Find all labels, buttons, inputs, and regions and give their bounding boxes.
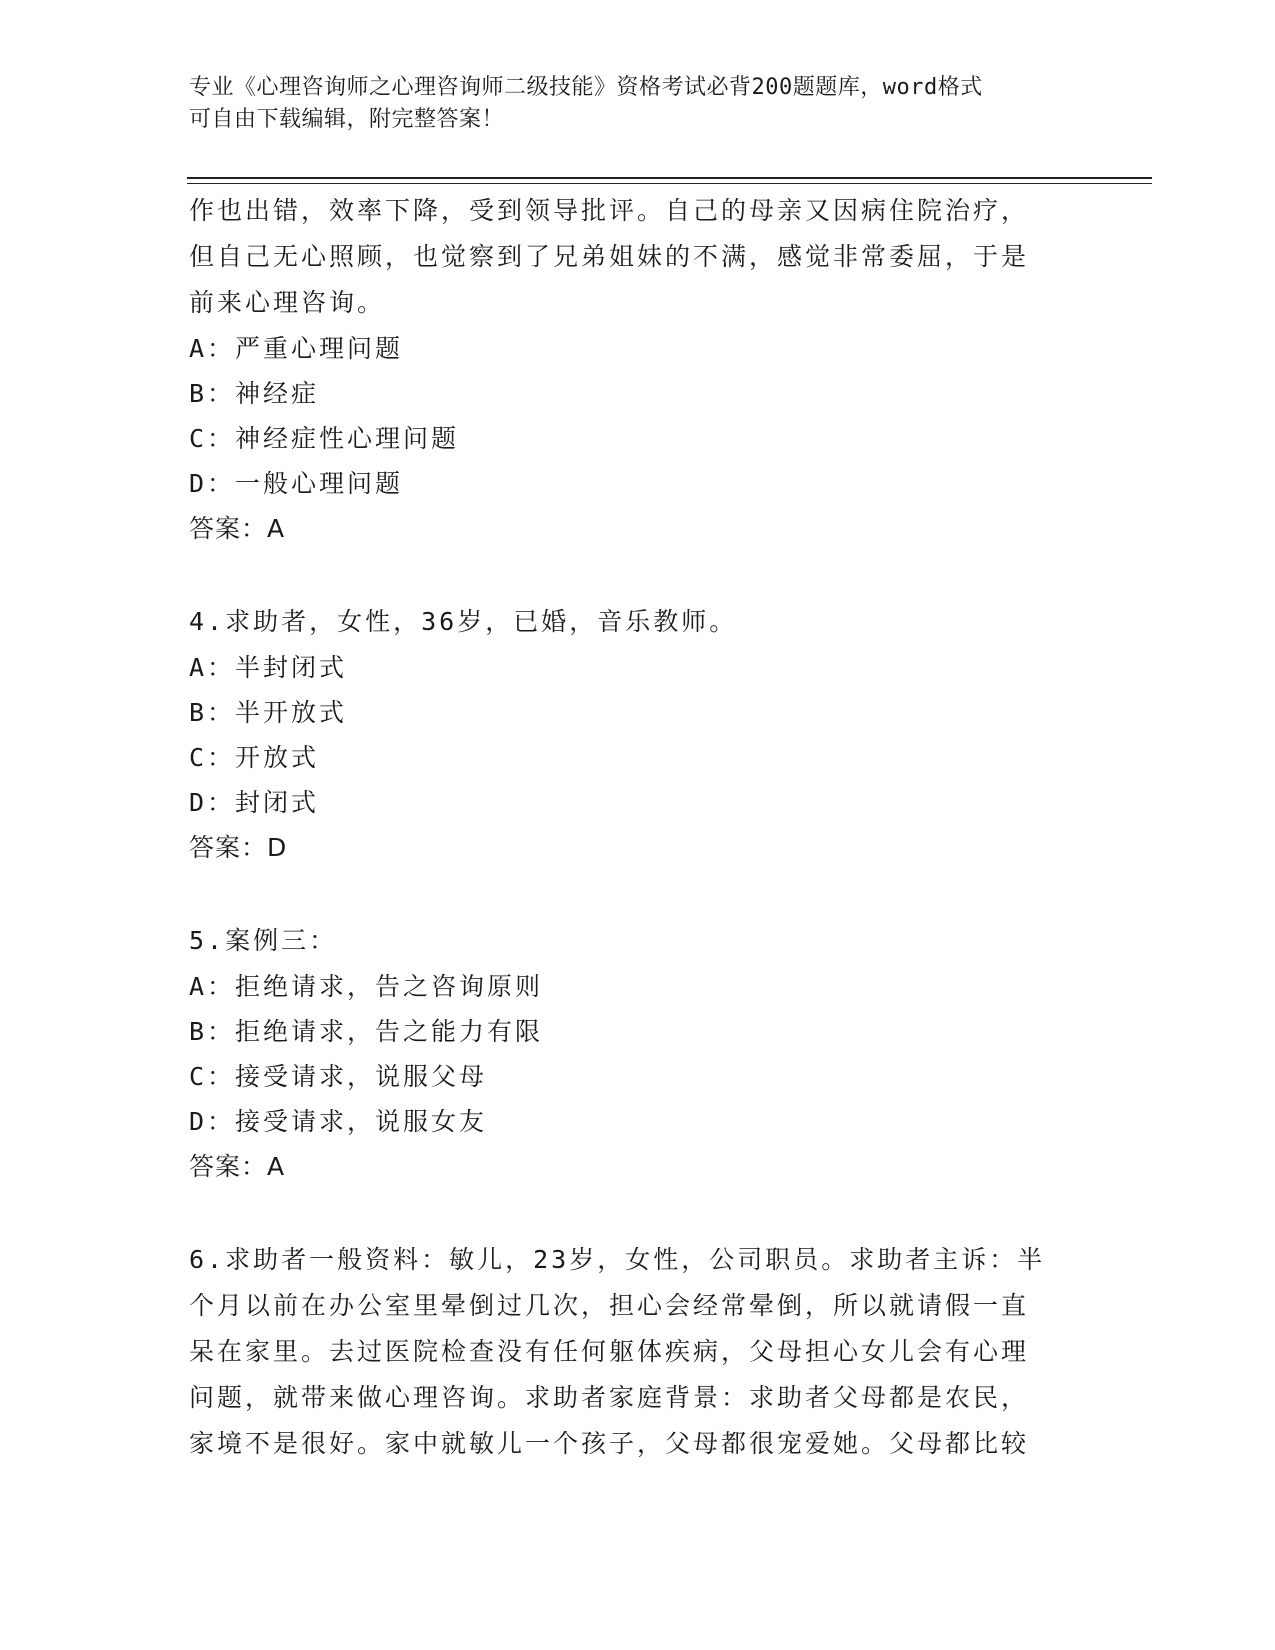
option-b: B：神经症	[189, 379, 320, 408]
answer: 答案：A	[189, 1152, 286, 1181]
question-text-line: 4.求助者，女性，36岁，已婚，音乐教师。	[189, 607, 738, 636]
option-a: A：严重心理问题	[189, 334, 404, 363]
header-line-2: 可自由下载编辑，附完整答案！	[189, 107, 505, 132]
question-text-line: 作也出错，效率下降，受到领导批评。自己的母亲又因病住院治疗，	[189, 196, 1030, 225]
question-5	[189, 918, 1069, 1189]
document-header	[189, 72, 1089, 136]
question-text-line: 但自己无心照顾，也觉察到了兄弟姐妹的不满，感觉非常委屈，于是	[189, 242, 1030, 271]
header-line-1: 专业《心理咨询师之心理咨询师二级技能》资格考试必背200题题库，word格式	[189, 75, 983, 100]
question-text-line: 前来心理咨询。	[189, 288, 386, 317]
spacer	[189, 1189, 1069, 1237]
question-6	[189, 1237, 1069, 1467]
question-text-line: 家境不是很好。家中就敏儿一个孩子，父母都很宠爱她。父母都比较	[189, 1429, 1030, 1458]
option-c: C：神经症性心理问题	[189, 424, 460, 453]
option-a: A：拒绝请求，告之咨询原则	[189, 972, 544, 1001]
header-rule-thin	[187, 183, 1152, 184]
option-d: D：接受请求，说服女友	[189, 1107, 488, 1136]
option-b: B：拒绝请求，告之能力有限	[189, 1017, 544, 1046]
answer: 答案：D	[189, 833, 288, 862]
option-c: C：接受请求，说服父母	[189, 1062, 488, 1091]
question-text-line: 呆在家里。去过医院检查没有任何躯体疾病，父母担心女儿会有心理	[189, 1337, 1030, 1366]
option-a: A：半封闭式	[189, 653, 348, 682]
option-c: C：开放式	[189, 743, 320, 772]
question-text-line: 5.案例三：	[189, 926, 338, 955]
answer: 答案：A	[189, 514, 286, 543]
option-b: B：半开放式	[189, 698, 348, 727]
header-rule-thick	[187, 177, 1152, 179]
question-text-line: 个月以前在办公室里晕倒过几次，担心会经常晕倒，所以就请假一直	[189, 1291, 1030, 1320]
option-d: D：一般心理问题	[189, 469, 404, 498]
question-3	[189, 188, 1069, 551]
spacer	[189, 551, 1069, 599]
question-content	[189, 188, 1069, 1467]
spacer	[189, 870, 1069, 918]
question-text-line: 问题，就带来做心理咨询。求助者家庭背景：求助者父母都是农民，	[189, 1383, 1030, 1412]
option-d: D：封闭式	[189, 788, 320, 817]
question-text-line: 6.求助者一般资料：敏儿，23岁，女性，公司职员。求助者主诉：半	[189, 1245, 1046, 1274]
question-4	[189, 599, 1069, 870]
